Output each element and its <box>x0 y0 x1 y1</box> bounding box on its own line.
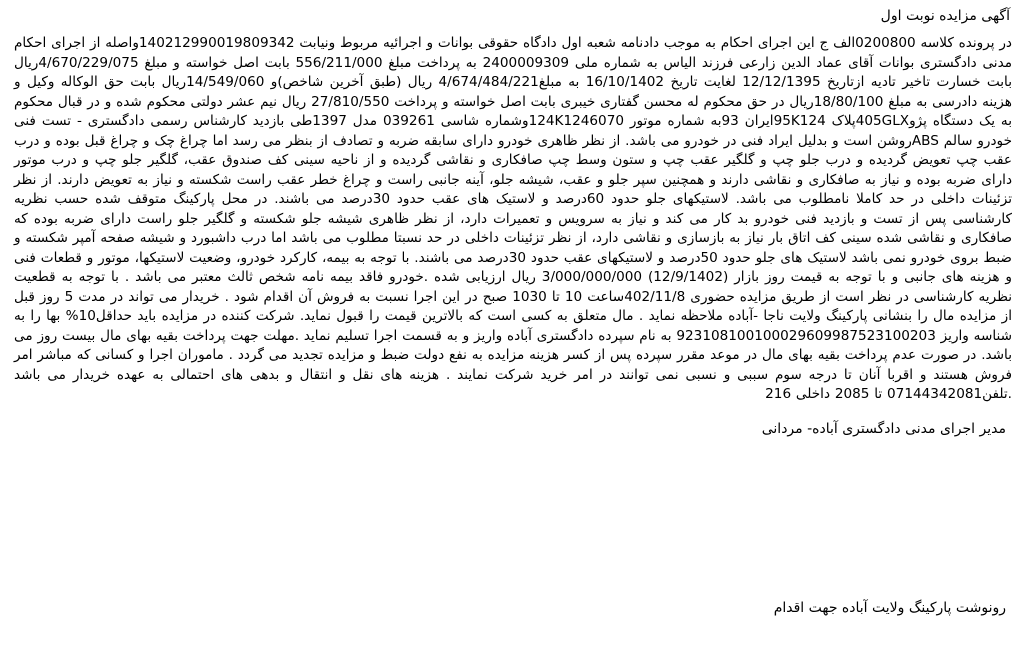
notice-body: در پرونده کلاسه 0200800الف ج این اجرای احکام به موجب دادنامه شعبه اول دادگاه حقوقی بوانات و اجرائیه مربوط ونیابت 140212990019809342واصله از اجرای احکام مدنی دادگستری بوانات آقای عماد الدین زارعی فرزند الیاس به شماره ملی 2400009309 به پرداخت مبلغ 556/211/000 بابت اصل خواسته و مبلغ 4/670/229/075ریال بابت خسارت تاخیر تادیه ازتاریخ 12/12/1395 لغایت تاریخ 16/10/1402 به مبلغ4/674/484/221 ریال (طبق آخرین شاخص)و 14/549/060ریال بابت حق الوکاله وکیل و هزینه دادرسی به مبلغ 18/80/100ریال در حق محکوم له محسن گفتاری خیبری بابت اصل خواسته و پرداخت 27/810/550 ریال نیم عشر دولتی محکوم شده و در قبال محکوم به یک دستگاه پژو405GLXپلاک 95K124ایران 93به شماره موتور 124K1246070وشماره شاسی 039261 مدل 1397طی بازدید کارشناس رسمی دادگستری - تست فنی خودرو سالم ABSروشن است و بدلیل ایراد فنی در خودرو می باشد. از نظر ظاهری خودرو دارای سابقه ضربه و تصادف از بنظر می رسد اما چراغ چک و چراغ قبل بوده و درب عقب چپ تعویض گردیده و درب جلو چپ و گلگیر عقب چپ و ستون وسط چپ صافکاری و نقاشی گردیده و از ناحیه سینی کف صندوق عقب، گلگیر جلو چپ و درب موتور دارای ضربه بوده و نیاز به صافکاری و نقاشی دارند و همچنین سپر جلو و عقب، شیشه جلو، آینه جانبی راست و چراغ خطر عقب راست شکسته و نیاز به تعویض دارند. از نظر تزئینات داخلی در حد کاملا نامطلوب می باشد. لاستیکهای جلو حدود 60درصد و لاستیک های عقب حدود 30درصد می باشند. در محل پارکینگ متوقف شده حسب نظریه کارشناسی پس از تست و بازدید فنی خودرو بد کار می کند و نیاز به سرویس و تعمیرات دارد، از نظر ظاهری شیشه جلو شکسته و گلگیر جلو راست دارای ضربه بوده که صافکاری و نقاشی شده سینی کف اتاق بار نیاز به بازسازی و نقاشی دارد، از نظر تزئینات داخلی در حد نسبتا مطلوب می باشد اما درب داشبورد و شیشه صفحه آمپر شکسته و ضبط بروی خودرو نمی باشد لاستیک های جلو حدود 50درصد و لاستیکهای عقب حدود 30درصد می باشند. با توجه به بیمه، کارکرد خودرو، وضعیت لاستیکها، موتور و قطعات فنی و هزینه های جانبی و با توجه به قیمت روز بازار (12/9/1402) 3/000/000/000 ریال ارزیابی شده .خودرو فاقد بیمه نامه شخص ثالث معتبر می باشد . با توجه به قطعیت نظریه کارشناسی در نظر است از طریق مزایده حضوری 402/11/8ساعت 10 تا 1030 صبح در این اجرا نسبت به فروش آن اقدام شود . خریدار می تواند در مدت 5 روز قبل از مزایده مال را بنشانی پارکینگ ولایت ناجا -آباده ملاحظه نماید . مال متعلق به کسی است که بالاترین قیمت را قبول نماید. شرکت کننده در مزایده باید حداقل10% بها را به شناسه واریز 923108100100029609987523100203 به نام سپرده دادگستری آباده واریز و به قسمت اجرا تسلیم نماید .مهلت جهت پرداخت بقیه بهای مال بیست روز می باشد. در صورت عدم پرداخت بقیه بهای مال در موعد مقرر سپرده پس از کسر هزینه مزایده به نفع دولت ضبط و مزایده تجدید می گردد . ماموران اجرا و کسانی که مباشر امر فروش هستند و اقربا آنان تا درجه سوم سببی و نسبی نمی توانند در امر خرید شرکت نمایند . هزینه های نقل و انتقال و بدهی های احتمالی به عهده خریدار می باشد .تلفن07144342081 تا 2085 داخلی 216 <box>14 35 1013 402</box>
notice-title: آگهی مزایده نوبت اول <box>880 8 1010 24</box>
notice-footnote: رونوشت پارکینگ ولایت آباده جهت اقدام <box>773 600 1006 616</box>
notice-signature: مدیر اجرای مدنی دادگستری آباده- مردانی <box>761 420 1006 437</box>
